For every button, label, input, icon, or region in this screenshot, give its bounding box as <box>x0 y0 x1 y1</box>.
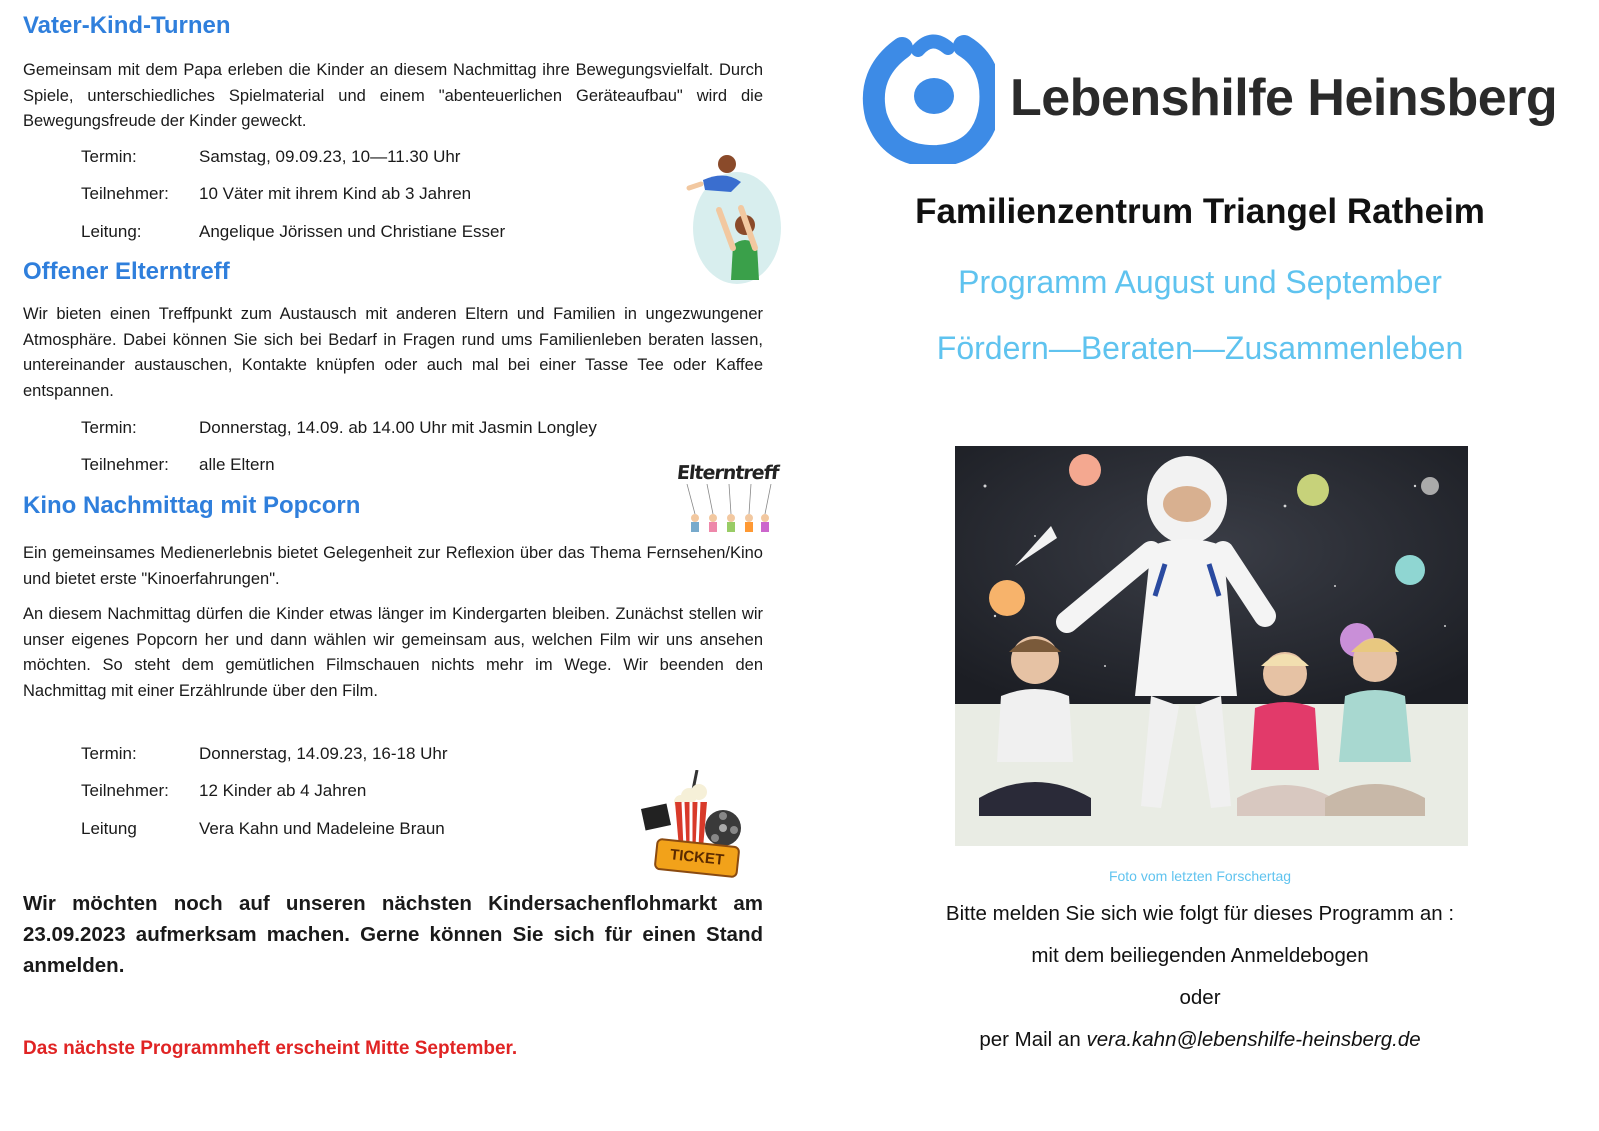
lebenshilfe-logo-text: Lebenshilfe Heinsberg <box>1010 69 1558 127</box>
registration-line-3: oder <box>1179 986 1221 1009</box>
photo-caption: Foto vom letzten Forschertag <box>1108 868 1292 884</box>
page-title: Familienzentrum Triangel Ratheim <box>915 192 1485 231</box>
forschertag-photo <box>955 446 1468 846</box>
section-title-kino-nachmittag: Kino Nachmittag mit Popcorn <box>23 492 361 519</box>
info-row-leitung: Leitung: Angelique Jörissen und Christiane Esser <box>81 222 506 241</box>
section-text-offener-elterntreff: Wir bieten einen Treffpunkt zum Austausch mit anderen Eltern und Familien in ungezwungener Atmosphäre. Dabei können Sie sich bei Bedarf in Fragen rund ums Familienleben beraten lassen, untereinander austauschen, Kontakte knüpfen oder auch mal bei einer Tasse Tee oder Kaffee entspannen. <box>23 305 763 400</box>
section-text-vater-kind-turnen: Gemeinsam mit dem Papa erleben die Kinder an diesem Nachmittag ihre Bewegungsvielfalt. Durch Spiele, unterschiedliches Spielmaterial und einem "abenteuerlichen Geräteaufbau" wird die Bewegungsfreude der Kinder geweckt. <box>23 61 763 130</box>
info-row-teilnehmer: Teilnehmer: 10 Väter mit ihrem Kind ab 3 Jahren <box>81 184 472 203</box>
info-row-leitung: Leitung Vera Kahn und Madeleine Braun <box>81 819 445 838</box>
section-text-kino-details: An diesem Nachmittag dürfen die Kinder etwas länger im Kindergarten bleiben. Zunächst stellen wir unser eigenes Popcorn her und dann wählen wir gemeinsam aus, welchen Film wir uns ansehen möchten. So steht dem gemütlichen Filmschauen nichts mehr im Wege. Wir beenden den Nachmittag mit einer Erzählrunde über den Film. <box>23 605 763 700</box>
section-text-kino-intro: Ein gemeinsames Medienerlebnis bietet Gelegenheit zur Reflexion über das Thema Fernsehen/Kino und bietet erste "Kinoerfahrungen". <box>23 544 763 588</box>
registration-line-4: per Mail an vera.kahn@lebenshilfe-heinsberg.de <box>979 1028 1421 1051</box>
registration-line-1: Bitte melden Sie sich wie folgt für dieses Programm an : <box>945 902 1455 925</box>
section-title-vater-kind-turnen: Vater-Kind-Turnen <box>23 12 231 39</box>
children-figures-icon <box>677 484 781 542</box>
lebenshilfe-logo <box>860 34 1599 164</box>
info-row-teilnehmer: Teilnehmer: 12 Kinder ab 4 Jahren <box>81 781 367 800</box>
info-row-termin: Termin: Samstag, 09.09.23, 10—11.30 Uhr <box>81 147 461 166</box>
info-row-teilnehmer: Teilnehmer: alle Eltern <box>81 455 275 474</box>
registration-line-2: mit dem beiliegenden Anmeldebogen <box>1031 944 1369 967</box>
section-title-offener-elterntreff: Offener Elterntreff <box>23 258 230 285</box>
next-program-notice: Das nächste Programmheft erscheint Mitte September. <box>23 1038 518 1059</box>
lebenshilfe-logo-icon <box>860 34 995 164</box>
tagline: Fördern—Beraten—Zusammenleben <box>936 330 1464 366</box>
flohmarkt-note: Wir möchten noch auf unseren nächsten Kindersachenflohmarkt am 23.09.2023 aufmerksam machen. Gerne können Sie sich für einen Stand anmelden. <box>23 892 763 977</box>
ticket-badge: TICKET <box>654 838 741 879</box>
father-child-illustration <box>675 150 785 285</box>
info-row-termin: Termin: Donnerstag, 14.09. ab 14.00 Uhr mit Jasmin Longley <box>81 418 597 437</box>
info-row-termin: Termin: Donnerstag, 14.09.23, 16-18 Uhr <box>81 744 448 763</box>
cinema-illustration <box>637 770 747 890</box>
elterntreff-illustration <box>677 462 781 544</box>
registration-email-link[interactable]: vera.kahn@lebenshilfe-heinsberg.de <box>1086 1028 1421 1051</box>
program-subtitle: Programm August und September <box>958 264 1442 300</box>
elterntreff-badge-text: Elterntreff <box>675 462 780 484</box>
